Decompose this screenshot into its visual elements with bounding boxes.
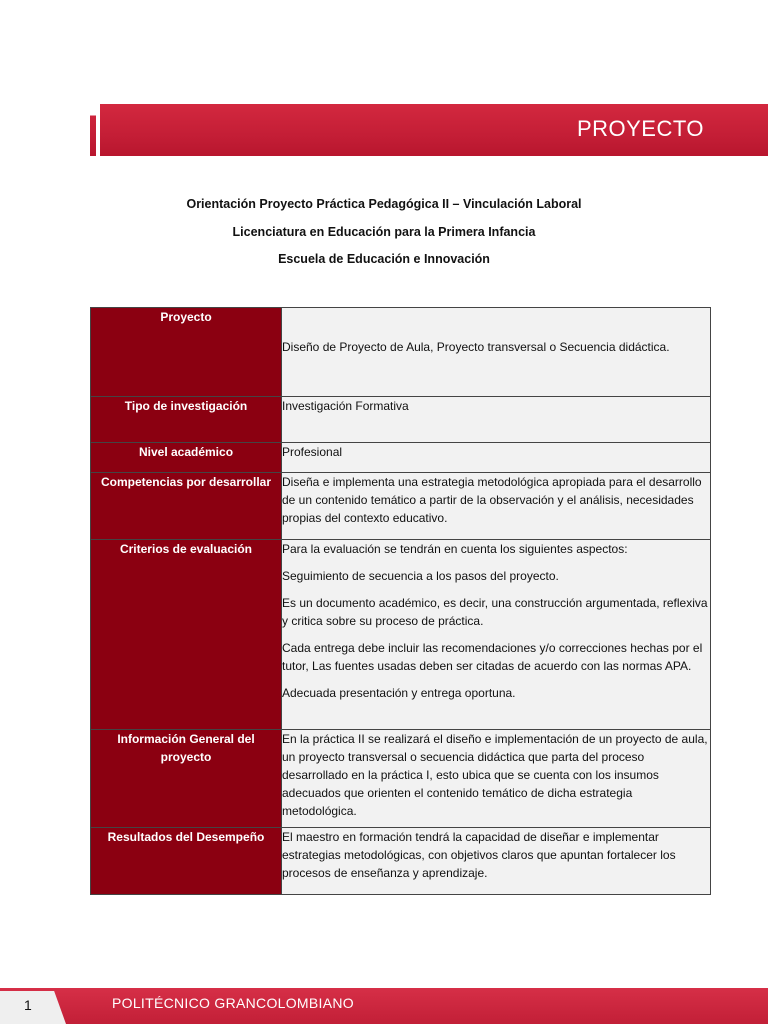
row-value [282,730,711,828]
row-label: Competencias por desarrollar [91,473,282,540]
table-row [91,473,711,540]
row-label: Criterios de evaluación [91,540,282,730]
row-paragraph: Profesional [282,445,343,459]
row-label: Resultados del Desempeño [91,828,282,895]
table-row [91,443,711,473]
row-label: Información General del proyecto [91,730,282,828]
table-row [91,540,711,730]
institution-name: POLITÉCNICO GRANCOLOMBIANO [112,995,354,1011]
row-value [282,828,711,895]
row-value [282,308,711,397]
table-row [91,397,711,443]
row-paragraph: Adecuada presentación y entrega oportuna. [282,686,516,700]
row-value [282,443,711,473]
project-info-table [90,307,711,895]
row-paragraph: Diseño de Proyecto de Aula, Proyecto transversal o Secuencia didáctica. [282,340,670,354]
row-value [282,397,711,443]
banner-title: PROYECTO [576,116,704,141]
program-name: Licenciatura en Educación para la Primera Infancia [232,225,536,239]
row-paragraph: Es un documento académico, es decir, una construcción argumentada, reflexiva y critica sobre su proceso de práctica. [282,596,708,628]
row-paragraph: Para la evaluación se tendrán en cuenta los siguientes aspectos: [282,542,628,556]
row-paragraph: El maestro en formación tendrá la capacidad de diseñar e implementar estrategias metodológicas, con objetivos claros que apuntan fortalecer los procesos de enseñanza y aprendizaje. [282,830,676,880]
row-paragraph: Seguimiento de secuencia a los pasos del proyecto. [282,569,559,583]
row-paragraph: Diseña e implementa una estrategia metodológica apropiada para el desarrollo de un contenido temático a partir de la observación y el análisis, necesidades propias del contexto educativo. [282,475,702,525]
document-title: Orientación Proyecto Práctica Pedagógica II – Vinculación Laboral [186,197,582,211]
row-label: Proyecto [91,308,282,397]
row-paragraph: En la práctica II se realizará el diseño e implementación de un proyecto de aula, un proyecto transversal o secuencia didáctica que parta del proceso desarrollado en la práctica I, esto ubica que se cuenta con los insumos adecuados que orienten el contenido temático de dicha estrategia metodológica. [282,732,708,818]
table-row [91,308,711,397]
school-name: Escuela de Educación e Innovación [278,252,490,266]
row-paragraph: Investigación Formativa [282,399,409,413]
page-number: 1 [24,997,32,1013]
row-value [282,540,711,730]
row-label: Nivel académico [91,443,282,473]
row-paragraph: Cada entrega debe incluir las recomendaciones y/o correcciones hechas por el tutor, Las fuentes usadas deben ser citadas de acuerdo con las normas APA. [282,641,703,673]
row-label: Tipo de investigación [91,397,282,443]
table-row [91,730,711,828]
table-row [91,828,711,895]
row-value [282,473,711,540]
